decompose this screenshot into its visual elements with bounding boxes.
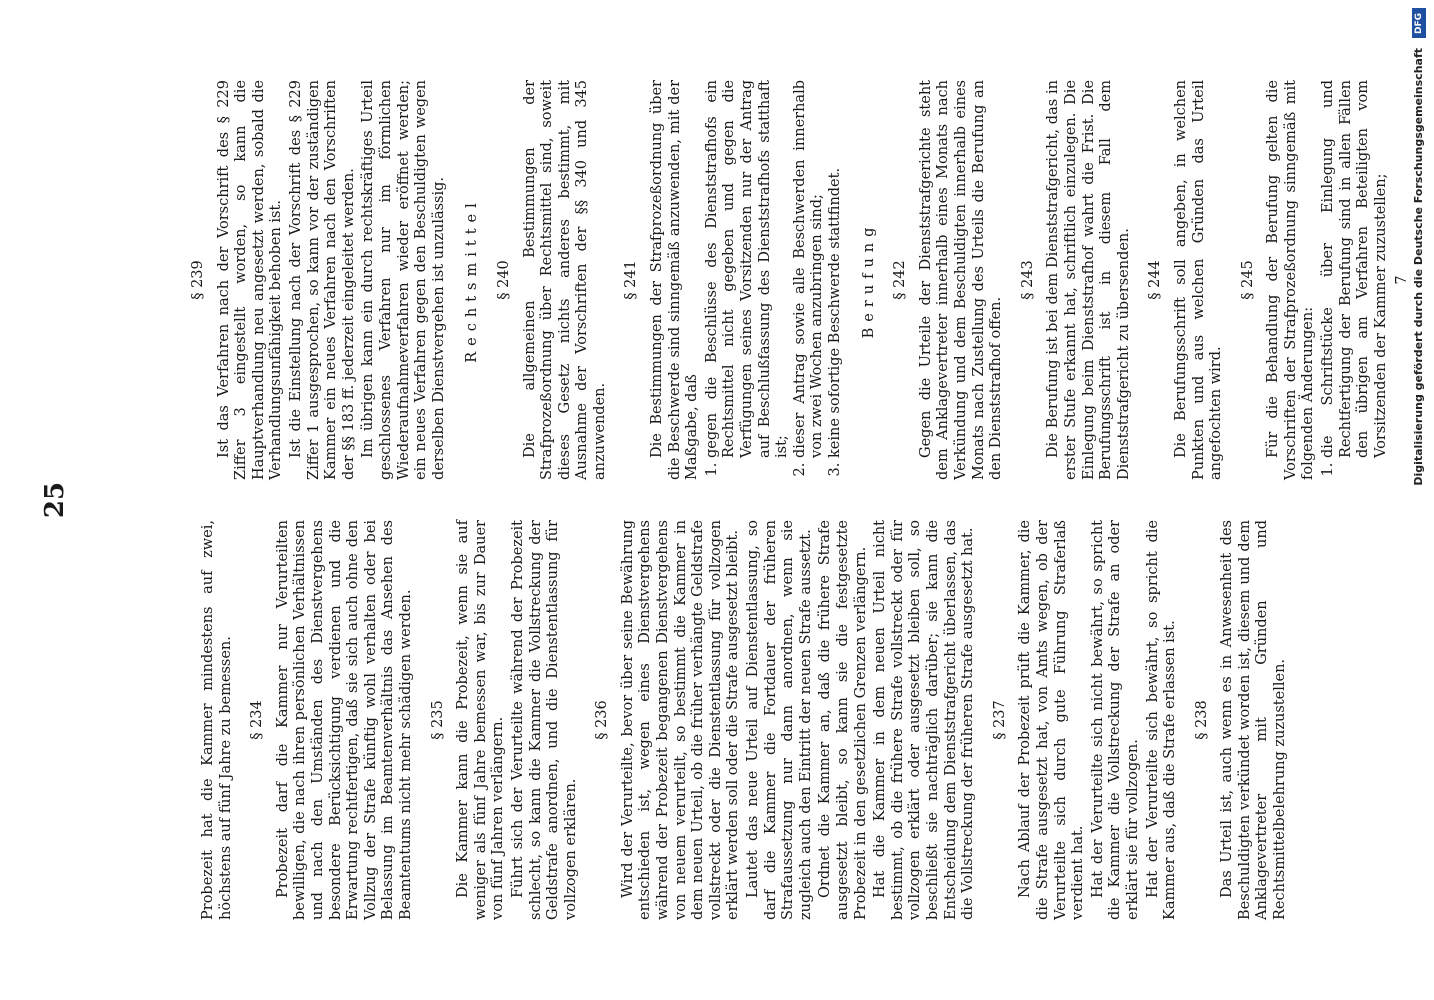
list-item: 1. gegen die Beschlüsse des Dienststrafhofs ein Rechtsmittel nicht gegeben und gegen die Verfügungen seines Vorsitzenden nur der Antrag auf Beschlußfassung des Dienststrafhofs statthaft ist; <box>704 80 792 458</box>
paragraph: Die Berufungsschrift soll angeben, in welchen Punkten und aus welchen Gründen das Urteil angefochten wird. <box>1172 80 1225 480</box>
right-column <box>190 80 1412 480</box>
section-heading: § 243 <box>1019 260 1036 300</box>
enumerated-list <box>1320 80 1390 480</box>
paragraph: Hat der Verurteilte sich bewährt, so spricht die Kammer aus, daß die Strafe erlassen ist. <box>1144 520 1179 920</box>
paragraph: Die Berufung ist bei dem Dienststrafgericht, das in erster Stufe erkannt hat, schriftlich einzulegen. Die Einlegung beim Dienststrafhof wahrt die Frist. Die Berufungsschrift ist in diesem Fall dem Dienststrafgericht zu übersenden. <box>1045 80 1132 480</box>
paragraph: Führt sich der Verurteilte während der Probezeit schlecht, so kann die Kammer die Vollstreckung der Geldstrafe anordnen, und die Dienstentlassung für vollzogen erklären. <box>509 520 579 920</box>
paragraph: Die Kammer kann die Probezeit, wenn sie auf weniger als fünf Jahre bemessen war, bis zur Dauer von fünf Jahren verlängern. <box>455 520 507 920</box>
section-heading: § 235 <box>429 700 446 740</box>
paragraph: Die Bestimmungen der Strafprozeßordnung über die Beschwerde sind sinngemäß anzuwenden, mit der Maßgabe, daß <box>649 80 701 480</box>
paragraph: Ist das Verfahren nach der Vorschrift des § 229 Ziffer 3 eingestellt worden, so kann die Hauptverhandlung neu angesetzt werden, sobald die Verhandlungsunfähigkeit behoben ist. <box>215 80 285 480</box>
paragraph: Im übrigen kann ein durch rechtskräftiges Urteil geschlossenes Verfahren nur im förmlichen Wiederaufnahmeverfahren wieder eröffnet werden; ein neues Verfahren gegen den Beschuldigten wegen derselben Dienstvergehen ist unzulässig. <box>360 80 447 480</box>
page-number: 25 <box>40 481 70 519</box>
left-column <box>200 520 1292 920</box>
section-heading: § 237 <box>991 700 1008 740</box>
list-item: 3. keine sofortige Beschwerde stattfindet. <box>827 80 845 458</box>
chapter-heading: Berufung <box>860 221 877 339</box>
section-heading: § 240 <box>495 260 512 300</box>
paragraph: Nach Ablauf der Probezeit prüft die Kammer, die die Strafe ausgesetzt hat, von Amts wegen, ob der Verurteilte sich durch gute Führung Straferlaß verdient hat. <box>1017 520 1087 920</box>
section-heading: § 245 <box>1239 260 1256 300</box>
list-item: 2. dieser Antrag sowie alle Beschwerden innerhalb von zwei Wochen anzubringen sind; <box>792 80 827 458</box>
section-heading: § 244 <box>1147 260 1164 300</box>
section-heading: § 241 <box>623 260 640 300</box>
paragraph: Das Urteil ist, auch wenn es in Anwesenheit des Beschuldigten verkündet worden ist, diesem und dem Anklagevertreter mit Gründen und Rechtsmittelbelehrung zuzustellen. <box>1219 520 1289 920</box>
enumerated-list <box>704 80 845 480</box>
paragraph: Wird der Verurteilte, bevor über seine Bewährung entschieden ist, wegen eines Dienstvergehens während der Probezeit begangenen Dienstvergehens von neuem verurteilt, so bestimmt die Kammer in dem neuen Urteil, ob die früher verhängte Geldstrafe vollstreckt oder die Dienstentlassung für vollzogen erklärt werden soll oder die Strafe ausgesetzt bleibt. <box>619 520 742 920</box>
paragraph: Ist die Einstellung nach der Vorschrift des § 229 Ziffer 1 ausgesprochen, so kann vor der zuständigen Kammer ein neues Verfahren nach den Vorschriften der §§ 183 ff. jederzeit eingeleitet werden. <box>287 80 357 480</box>
credit-text: Digitalisierung gefördert durch die Deutsche Forschungsgemeinschaft <box>1412 48 1425 486</box>
section-heading: § 239 <box>190 260 206 300</box>
paragraph: Hat die Kammer in dem neuen Urteil nicht bestimmt, ob die frühere Strafe vollstreckt oder für vollzogen erklärt oder ausgesetzt bleiben soll, so beschließt sie nachträglich darüber; sie kann die Entscheidung dem Dienststrafgericht überlassen, das die Vollstreckung der früheren Strafe ausgesetzt hat. <box>872 520 977 920</box>
paragraph: Lautet das neue Urteil auf Dienstentlassung, so darf die Kammer die Fortdauer der früheren Strafaussetzung nur dann anordnen, wenn sie zugleich auch den Eintritt der neuen Strafe aussetzt. <box>745 520 814 920</box>
footer-number: 7 <box>1394 275 1411 285</box>
paragraph: Hat der Verurteilte sich nicht bewährt, so spricht die Kammer die Vollstreckung der Strafe an oder erklärt sie für vollzogen. <box>1089 520 1141 920</box>
paragraph: Probezeit hat die Kammer mindestens auf zwei, höchstens auf fünf Jahre zu bemessen. <box>200 520 234 920</box>
digitization-credit <box>1412 8 1426 992</box>
list-item: 1. die Schriftstücke über Einlegung und Rechtfertigung der Berufung sind in allen Fällen den übrigen am Verfahren Beteiligten vom Vorsitzenden der Kammer zuzustellen; <box>1320 80 1390 458</box>
dfg-logo: DFG <box>1412 8 1426 38</box>
paragraph: Ordnet die Kammer an, daß die frühere Strafe ausgesetzt bleibt, so kann sie die festgesetzte Probezeit in den gesetzlichen Grenzen verlängern. <box>817 520 869 920</box>
paragraph: Für die Behandlung der Berufung gelten die Vorschriften der Strafprozeßordnung sinngemäß mit folgenden Änderungen: <box>1265 80 1317 480</box>
paragraph: Die allgemeinen Bestimmungen der Strafprozeßordnung über Rechtsmittel sind, soweit dieses Gesetz nichts anderes bestimmt, mit Ausnahme der Vorschriften der §§ 340 und 345 anzuwenden. <box>521 80 608 480</box>
section-heading: § 234 <box>249 700 266 740</box>
section-heading: § 236 <box>594 700 611 740</box>
section-heading: § 242 <box>892 260 909 300</box>
chapter-heading: Rechtsmittel <box>464 197 481 363</box>
paragraph: Probezeit darf die Kammer nur Verurteilten bewilligen, die nach ihren persönlichen Verhältnissen und nach den Umständen des Dienstvergehens besondere Berücksichtigung verdienen und die Erwartung rechtfertigen, daß sie sich auch ohne den Vollzug der Strafe künftig wohl verhalten oder bei Belassung im Beamtenverhältnis das Ansehen des Beamtentums nicht mehr schädigen werden. <box>274 520 414 920</box>
section-heading: § 238 <box>1193 700 1210 740</box>
paragraph: Gegen die Urteile der Dienststrafgerichte steht dem Anklagevertreter innerhalb eines Monats nach Verkündung und dem Beschuldigten innerhalb eines Monats nach Zustellung des Urteils die Berufung an den Dienststrafhof offen. <box>917 80 1005 480</box>
